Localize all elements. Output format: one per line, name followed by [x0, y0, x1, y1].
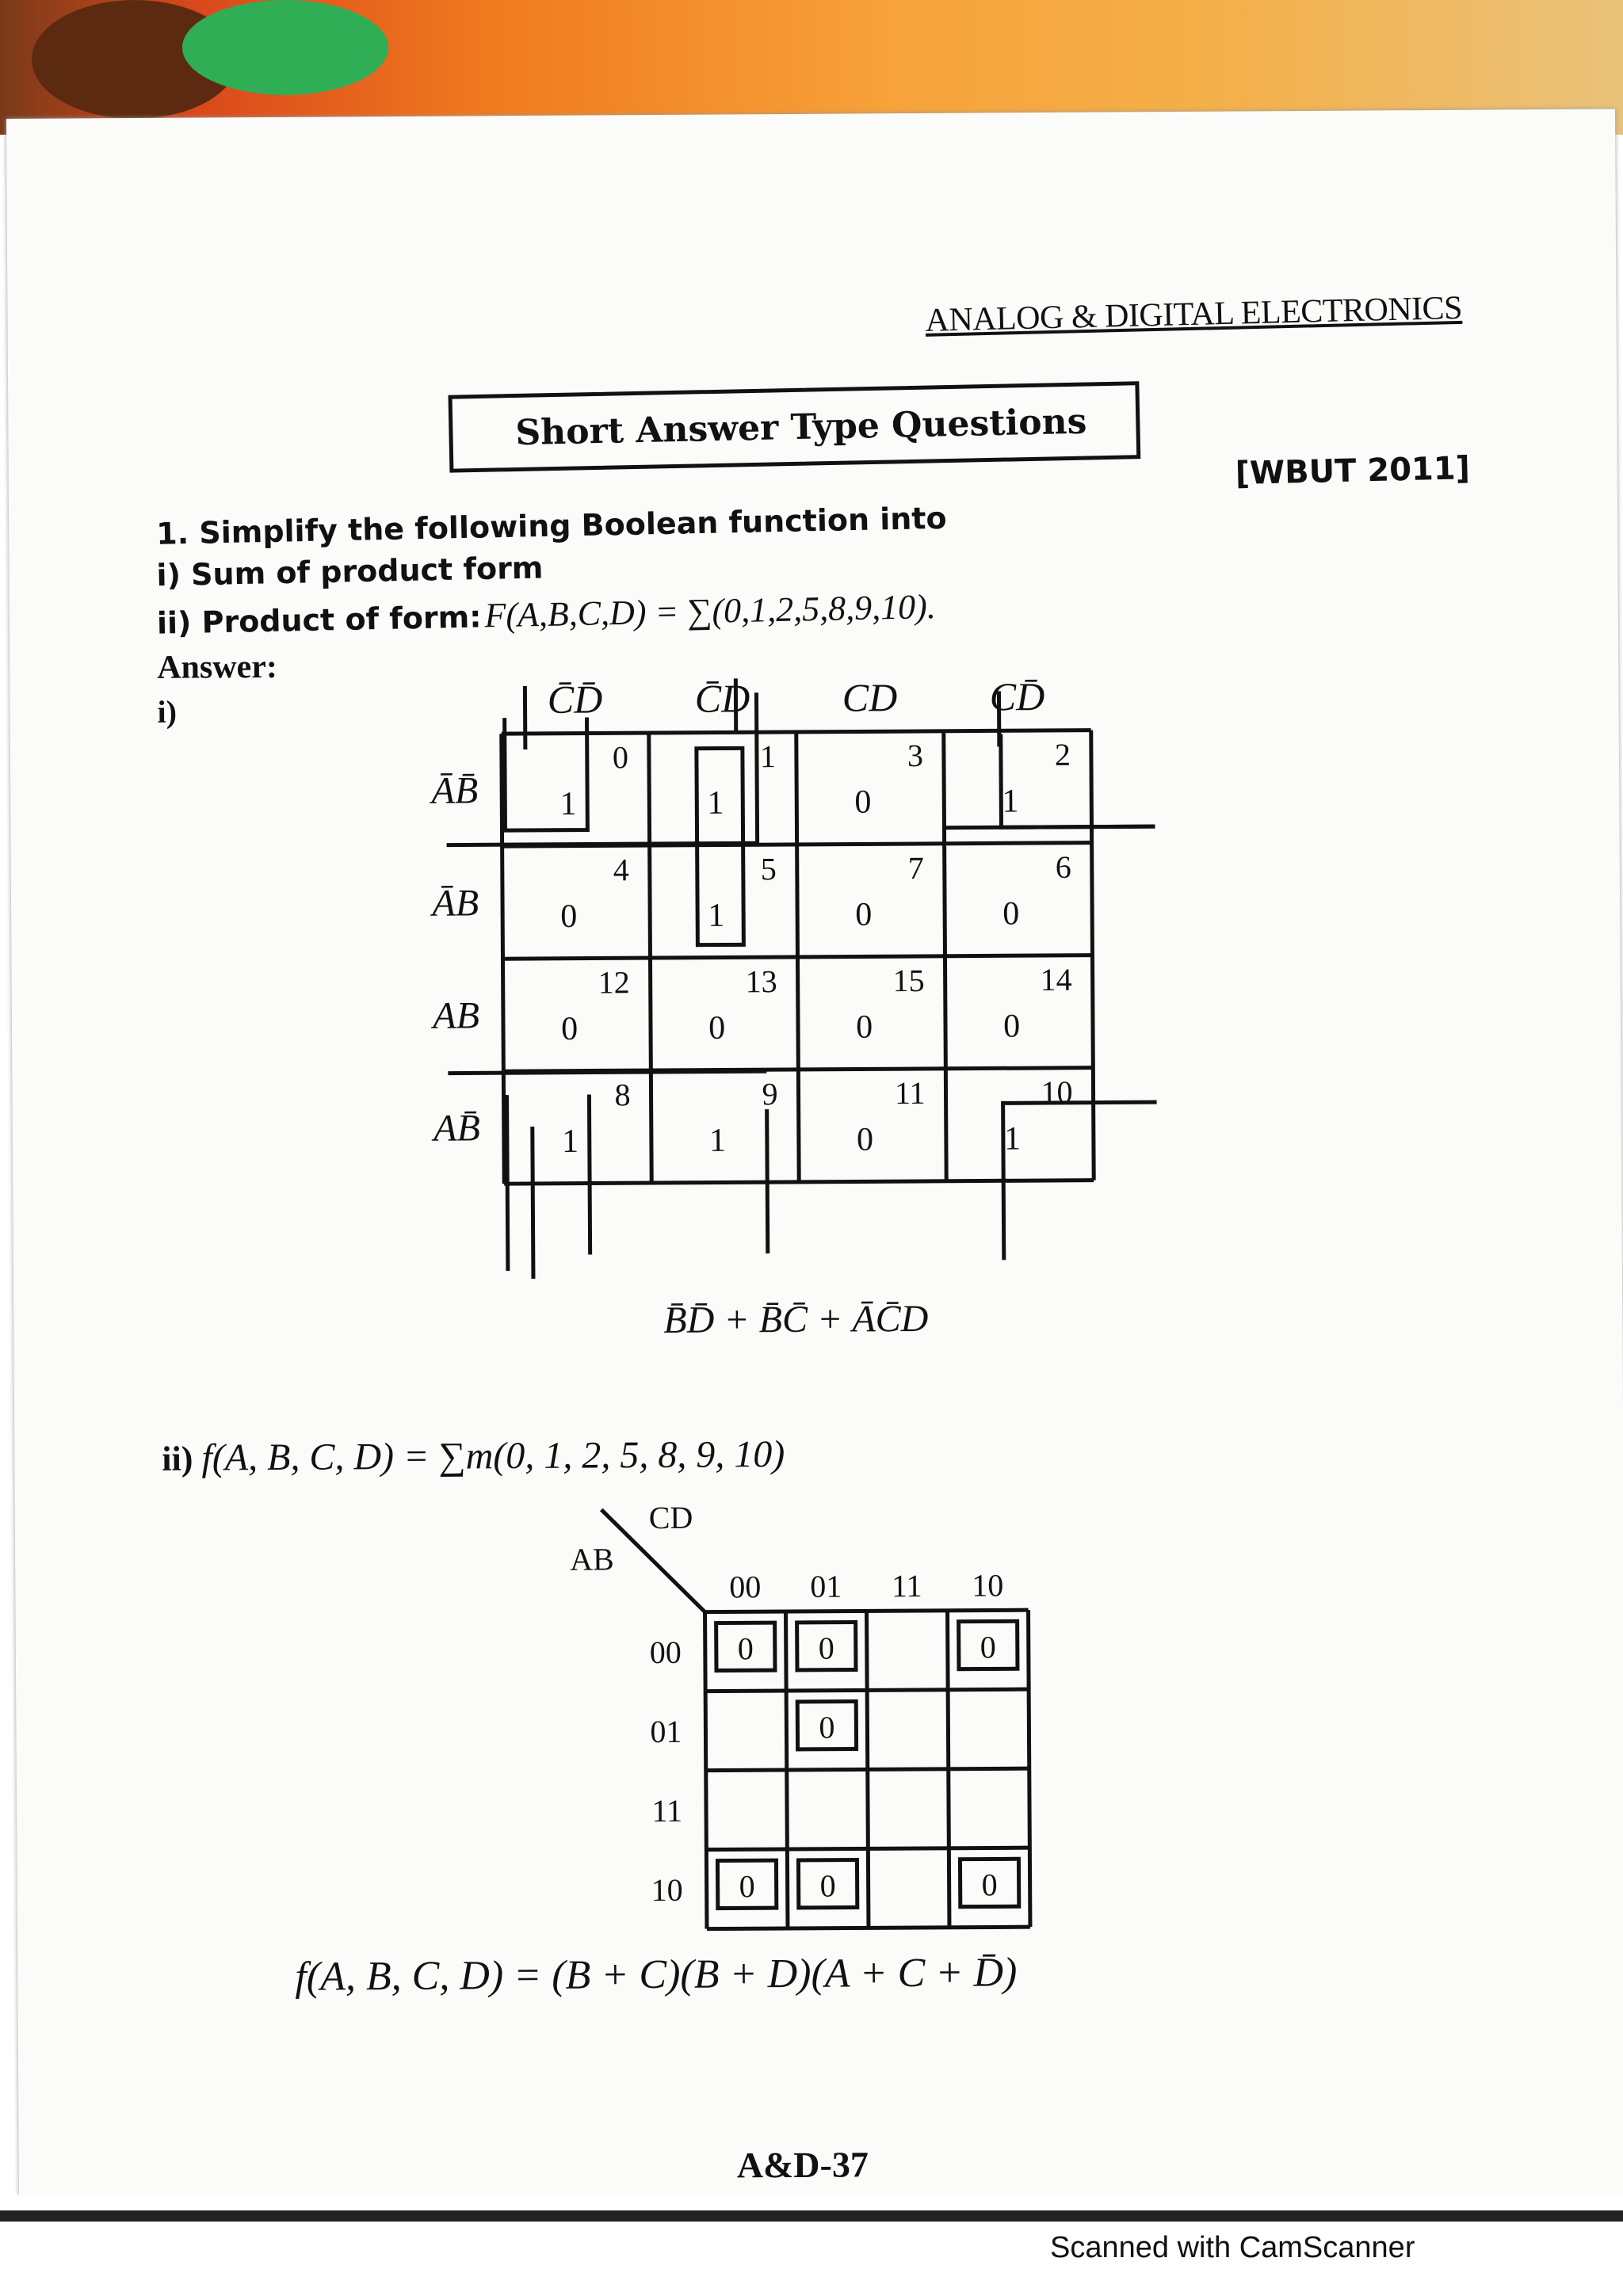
kmap-group-loop	[1001, 733, 1155, 827]
grid-line	[502, 955, 1092, 959]
kmap-group-loop	[767, 1109, 768, 1253]
part-2-line	[162, 1432, 785, 1480]
kmap-cell-value: 0	[856, 1121, 874, 1158]
kmap-cell-value: 0	[708, 1009, 726, 1047]
kmap-cell-value: 0	[1003, 1008, 1021, 1045]
kmap-row-header: AB	[433, 994, 480, 1037]
kmap-cell-index: 7	[907, 849, 924, 887]
kmap-cell-value: 0	[561, 1010, 579, 1047]
answer-part-1-label: i)	[157, 693, 178, 730]
kmap-col-header: 10	[972, 1567, 1004, 1604]
question-line-3-prefix: ii) Product of form:	[156, 599, 482, 641]
kmap-pos	[570, 1491, 1079, 1938]
kmap-row-header: AB̄	[433, 1107, 480, 1150]
question-line-2: i) Sum of product form	[156, 550, 544, 593]
kmap-cell-value: 1	[708, 897, 725, 934]
kmap-cell-index: 4	[613, 852, 629, 888]
book-page	[6, 109, 1623, 2217]
kmap-cell-value: 0	[981, 1867, 998, 1903]
kmap-cell-value: 0	[855, 896, 873, 933]
kmap-cell-value: 1	[1003, 1120, 1022, 1158]
kmap-cell-index: 10	[1041, 1074, 1073, 1111]
kmap-row-header: ĀB̄	[431, 769, 479, 812]
kmap-group-loop	[756, 692, 757, 843]
kmap-col-header: CD̄	[989, 674, 1045, 719]
question-line-3	[156, 586, 936, 643]
answer-part-2-label: ii)	[162, 1439, 193, 1478]
kmap-cell-index: 13	[745, 963, 777, 1000]
kmap-cell-index: 6	[1055, 849, 1071, 885]
kmap-var-cd: CD	[648, 1499, 693, 1536]
kmap-cell-value: 0	[739, 1868, 755, 1905]
kmap-col-header: CD	[842, 675, 898, 720]
kmap-cell-index: 2	[1054, 736, 1071, 772]
part-2-function: f(A, B, C, D) = ∑m(0, 1, 2, 5, 8, 9, 10)	[201, 1433, 785, 1479]
kmap-cell-value: 0	[980, 1629, 996, 1665]
book-title: ANALOG & DIGITAL ELECTRONICS	[925, 289, 1463, 339]
grid-line	[948, 1611, 949, 1928]
question-function: F(A,B,C,D) = ∑(0,1,2,5,8,9,10).	[483, 586, 937, 635]
grid-line	[707, 1927, 1030, 1928]
kmap-cell-value: 0	[1002, 895, 1020, 933]
kmap-row-header: 01	[650, 1713, 682, 1750]
kmap-cell-value: 0	[560, 898, 578, 935]
grid-line	[1091, 730, 1094, 1180]
kmap-col-header: C̄D̄	[547, 677, 603, 722]
kmap-group-loop	[447, 843, 758, 845]
kmap-cell-index: 5	[760, 851, 777, 887]
kmap-cell-value: 1	[1002, 783, 1019, 820]
kmap-cell-value: 0	[854, 784, 872, 821]
background-shape	[182, 0, 388, 95]
grid-line	[944, 731, 946, 1181]
question-line-1: 1. Simplify the following Boolean function into	[155, 500, 947, 551]
kmap-cell-value: 1	[708, 1122, 727, 1159]
pos-result: f(A, B, C, D) = (B + C)(B + D)(A + C + D̄)	[295, 1950, 1018, 2000]
kmap-cell-index: 15	[892, 962, 925, 999]
kmap-cell-index: 8	[614, 1077, 631, 1113]
kmap-cell-value: 1	[559, 785, 577, 822]
kmap-cell-value: 0	[819, 1867, 836, 1904]
grid-line	[706, 1848, 1029, 1849]
kmap-sop	[406, 650, 1202, 1289]
kmap-col-header: C̄D	[694, 676, 750, 721]
kmap-row-header: ĀB	[432, 882, 479, 925]
kmap-cell-index: 12	[598, 964, 630, 1001]
kmap-cell-index: 14	[1040, 961, 1072, 998]
kmap-group-loop	[448, 1071, 766, 1073]
kmap-col-header: 00	[729, 1569, 762, 1605]
kmap-row-header: 00	[649, 1634, 682, 1671]
section-title: Short Answer Type Questions	[514, 401, 1087, 454]
kmap-row-header: 11	[651, 1792, 683, 1829]
kmap-cell-index: 1	[759, 738, 777, 775]
kmap-var-ab: AB	[569, 1541, 614, 1577]
kmap-col-header: 11	[891, 1567, 922, 1604]
kmap-cell-value: 1	[707, 784, 724, 822]
kmap-cell-value: 0	[856, 1009, 873, 1046]
question-source: [WBUT 2011]	[1235, 450, 1471, 493]
grid-line	[1029, 1610, 1030, 1927]
kmap-cell-index: 0	[612, 739, 629, 776]
kmap-row-header: 10	[651, 1871, 683, 1909]
scanner-watermark: Scanned with CamScanner	[1050, 2231, 1415, 2264]
kmap-cell-index: 3	[907, 737, 924, 774]
kmap-cell-index: 11	[894, 1074, 926, 1112]
kmap-cell-value: 0	[818, 1630, 834, 1666]
kmap-cell-value: 1	[561, 1123, 579, 1160]
page-bottom-edge	[0, 2210, 1623, 2222]
kmap-cell-index: 9	[762, 1076, 778, 1112]
kmap-cell-value: 0	[737, 1630, 754, 1667]
sop-result: B̄D̄ + B̄C̄ + ĀC̄D	[663, 1297, 929, 1341]
kmap-cell-value: 0	[819, 1709, 835, 1745]
grid-line	[706, 1768, 1029, 1770]
page-number: A&D-37	[736, 2144, 869, 2186]
answer-label: Answer:	[157, 648, 278, 686]
kmap-group-loop	[944, 826, 1155, 828]
kmap-col-header: 01	[810, 1568, 842, 1604]
